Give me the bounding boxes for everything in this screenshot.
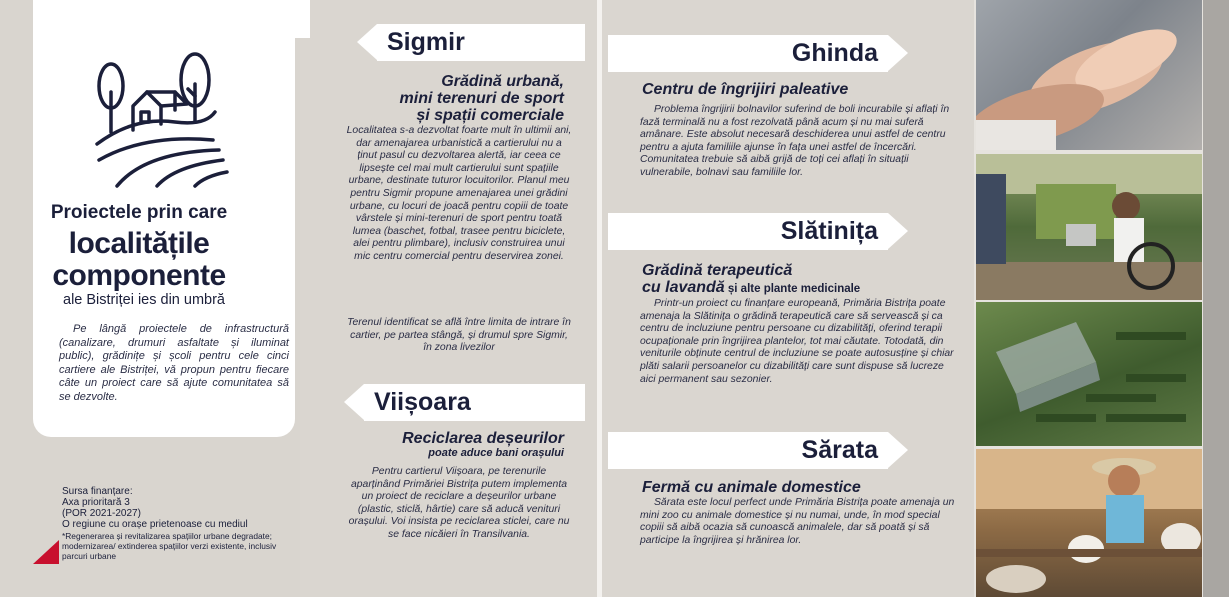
card-tab: [280, 0, 310, 38]
sigmir-subtitle-line3: și spații comerciale: [416, 107, 564, 124]
ghinda-banner: [608, 35, 888, 72]
funding-info: [62, 486, 292, 561]
viisoara-heading: Viișoara: [374, 388, 471, 416]
photo-child-goats: [976, 449, 1202, 597]
viisoara-text: Pentru cartierul Viișoara, pe terenurile aparținând Primăriei Bistrița putem implementa un proiect de reciclare a deșeurilor urbane (plastic, sticlă, hârtie) care să aducă venituri orașului. Voi insista pe reciclarea sticlei, care nu se face nicăieri în Transilvania.: [348, 466, 570, 540]
intro-card: [33, 0, 295, 437]
photo-holding-hands: [976, 0, 1202, 150]
main-title-line2b: componente: [52, 259, 226, 292]
sarata-subtitle: Fermă cu animale domestice: [642, 479, 861, 496]
funding-axis: Axa prioritară 3: [62, 497, 130, 508]
slatinita-subtitle-line1: Grădină terapeutică: [642, 262, 793, 279]
sigmir-subtitle-line1: Grădină urbană,: [441, 73, 564, 90]
slatinita-heading: Slătinița: [780, 217, 878, 245]
sigmir-subtitle: [330, 73, 564, 124]
sarata-banner: [608, 432, 888, 469]
page-edge: [1203, 0, 1229, 597]
sarata-heading: Sărata: [801, 436, 878, 464]
viisoara-banner: [364, 384, 585, 421]
sarata-text: Sărata este locul perfect unde Primăria Bistrița poate amenaja un mini zoo cu animale domestice și nu numai, unde, în mod special copiii să aibă ocazia să cunoască animalele, dar să poată și să participe la îngrijirea și hrănirea lor.: [640, 497, 955, 546]
viisoara-subtitle-line2: poate aduce bani orașului: [428, 447, 564, 459]
ghinda-subtitle: Centru de îngrijiri paleative: [642, 81, 849, 98]
slatinita-banner: [608, 213, 888, 250]
main-title-line2a: localitățile: [68, 227, 210, 260]
village-landscape-icon: [95, 48, 235, 188]
sigmir-subtitle-line2: mini terenuri de sport: [399, 90, 564, 107]
main-title-line1: Proiectele prin care: [50, 202, 228, 223]
funding-source-label: Sursa finanțare:: [62, 486, 133, 497]
viisoara-subtitle: [330, 430, 564, 459]
funding-region: O regiune cu orașe prietenoase cu mediul: [62, 519, 248, 530]
sigmir-banner: [377, 24, 585, 61]
sigmir-text: Localitatea s-a dezvoltat foarte mult în ultimii ani, dar amenajarea urbanistică a cartierului nu a ținut pasul cu dezvoltarea alertă, iar ceea ce lipsește cel mai mult cartierului sunt spațiile urbane, destinate tuturor locuitorilor. Planul meu pentru Sigmir propune amenajarea unei grădini urbane, cu locuri de joacă pentru copiii de toate vârstele și mini-terenuri de sport pentru toată lumea (baschet, fotbal, trasee pentru biciclete, alei pentru plimbare), inclusiv construirea unui mic centru comercial pentru deservirea zonei.: [346, 125, 572, 262]
viisoara-subtitle-line1: Reciclarea deșeurilor: [402, 430, 564, 447]
greenhouse-illustration: [976, 302, 1202, 446]
slatinita-subtitle-lavanda: cu lavandă: [642, 279, 725, 296]
intro-text: Pe lângă proiectele de infrastructură (canalizare, drumuri asfaltate și iluminat public), grădinițe și școli pentru cele cinci cartiere ale Bistriței, vă propun pentru fiecare câte un proiect care să ajute comunitatea să se dezvolte.: [59, 323, 289, 403]
garden-illustration: [976, 154, 1202, 300]
slatinita-text: Printr-un proiect cu finanțare europeană, Primăria Bistrița poate amenaja la Slătinița o grădină terapeutică care să servească și ca centru de incluziune pentru persoane cu dizabilități, oferind terapii ocupaționale prin îngrijirea plantelor, tot mai căutate. Totodată, din veniturile obținute centrul de incluziune se poate autosusține și chiar plăti salarii persoanelor cu dizabilități care sunt dispuse să lucreze aici permanent sau sezonier.: [640, 298, 954, 385]
slatinita-subtitle: [642, 262, 942, 298]
sigmir-location-text: Terenul identificat se află între limita de intrare în cartier, pe partea stângă, și drumul spre Sigmir, în zona livezilor: [347, 317, 571, 354]
hands-illustration: [976, 0, 1202, 150]
red-corner-shape: [33, 540, 59, 564]
ghinda-text: Problema îngrijirii bolnavilor suferind de boli incurabile și aflați în fază terminală nu a fost rezolvată până acum și nu mai suferă amânare. Este absolut necesară deschiderea unui astfel de centru pentru a ajuta familiile ajunse în fața unei astfel de încercări. Comunitatea trebuie să aibă grijă de toți cei aflați în situații vulnerabile, bolnavi sau familiile lor.: [640, 104, 950, 178]
photo-greenhouse-garden: [976, 302, 1202, 446]
farm-illustration: [976, 449, 1202, 597]
ghinda-heading: Ghinda: [791, 39, 878, 67]
slatinita-subtitle-plants: și alte plante medicinale: [724, 283, 861, 295]
sigmir-heading: Sigmir: [387, 28, 465, 56]
funding-note: *Regenerarea și revitalizarea spațiilor urbane degradate; modernizarea/ extinderea spațiilor verzi existente, inclusiv parcuri urbane: [62, 531, 277, 561]
main-title-line3: ale Bistriței ies din umbră: [63, 292, 225, 308]
funding-program: (POR 2021-2027): [62, 508, 141, 519]
photo-garden-therapy: [976, 154, 1202, 300]
slatinita-subtitle-line2: [642, 279, 942, 298]
